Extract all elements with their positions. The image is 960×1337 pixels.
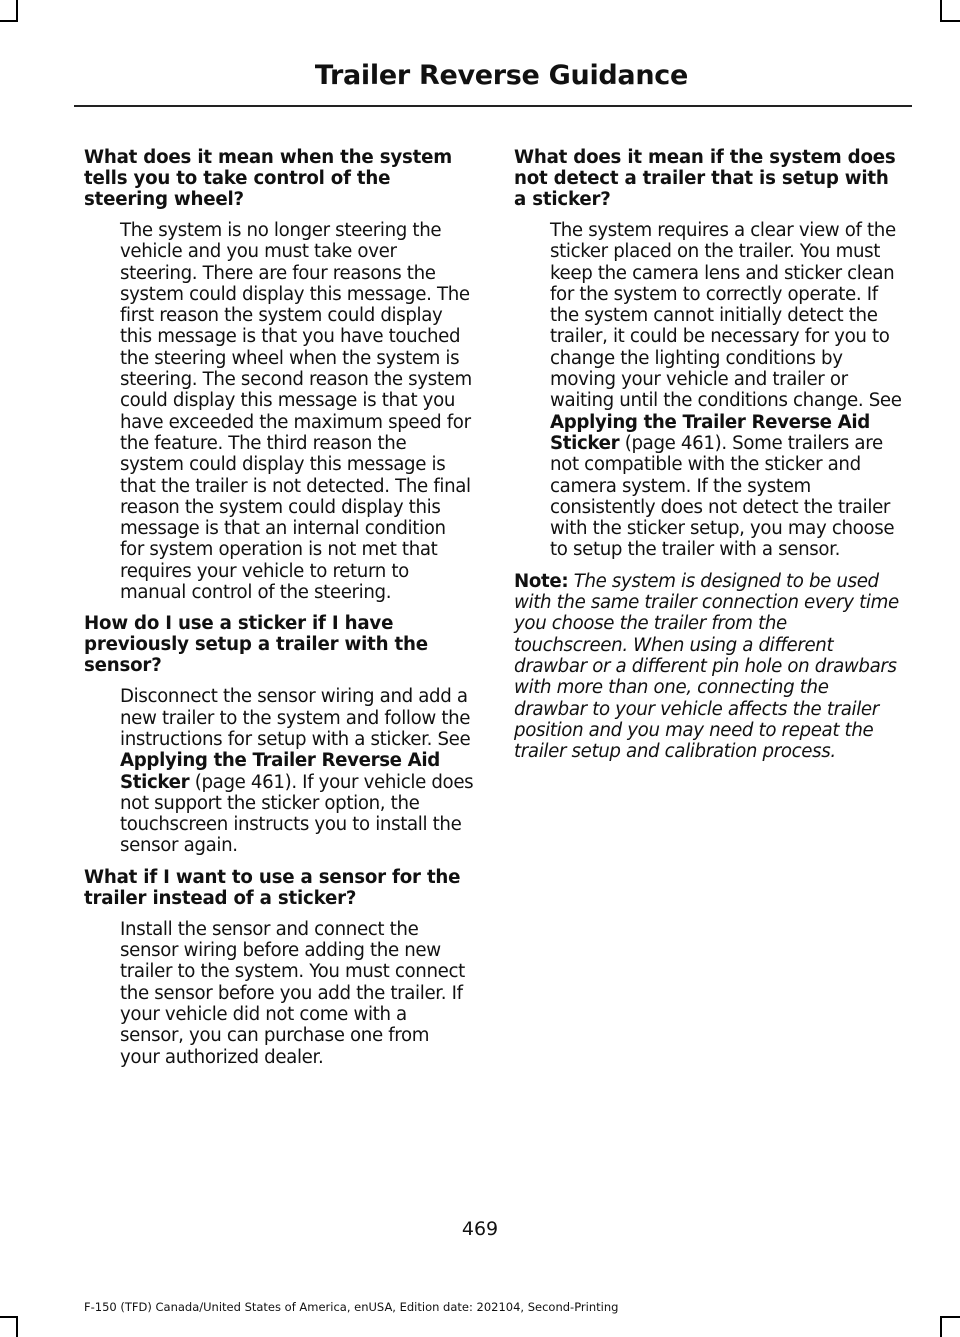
note-paragraph (514, 571, 906, 763)
note-label: Note: (514, 570, 569, 592)
crop-mark (16, 1316, 18, 1337)
answer-take-control: The system is no longer steering the vehicle and you must take over steering. There are four reasons the system could display this message. The first reason the system could display this message is that you have touched the steering wheel when the system is steering. The second reason the system could display this message is that you have exceeded the maximum speed for the feature. The third reason the system could display this message is that the trailer is not detected. The final reason the system could display this message is that an internal condition for system operation is not met that requires your vehicle to return to manual control of the steering. (120, 220, 472, 604)
header-divider (74, 105, 912, 107)
crop-mark (0, 20, 18, 22)
left-column (84, 147, 474, 1078)
question-take-control: What does it mean when the system tells you to take control of the steering wheel? (84, 147, 452, 210)
page-number: 469 (461, 1218, 499, 1240)
crop-mark (940, 1316, 942, 1337)
cross-reference-link[interactable]: Applying the Trailer Reverse Aid Sticker (550, 411, 870, 454)
page-title: Trailer Reverse Guidance (314, 60, 688, 91)
answer-use-sticker: Disconnect the sensor wiring and add a new trailer to the system and follow the instructions for setup with a sticker. See Applying the Trailer Reverse Aid Sticker (page 461). If your vehicle does not support the sticker option, the touchscreen instructs you to install the sensor again. (120, 686, 474, 857)
answer-not-detect: The system requires a clear view of the sticker placed on the trailer. You must keep the camera lens and sticker clean for the system to correctly operate. If the system cannot initially detect the trailer, it could be necessary for you to change the lighting conditions by moving your vehicle and trailer or waiting until the conditions change. See Applying the Trailer Reverse Aid Sticker (page 461). Some trailers are not compatible with the sticker and camera system. If the system consistently does not detect the trailer with the sticker setup, you may choose to setup the trailer with a sensor. (550, 220, 902, 561)
crop-mark (940, 0, 942, 22)
answer-use-sensor: Install the sensor and connect the sensor wiring before adding the new trailer to the system. You must connect the sensor before you add the trailer. If your vehicle did not come with a sensor, you can purchase one from your authorized dealer. (120, 918, 465, 1068)
crop-mark (942, 20, 960, 22)
question-use-sensor: What if I want to use a sensor for the trailer instead of a sticker? (84, 866, 461, 909)
crop-mark (16, 0, 18, 22)
cross-reference-link[interactable]: Applying the Trailer Reverse Aid Sticker (120, 750, 440, 793)
question-use-sticker: How do I use a sticker if I have previously setup a trailer with the sensor? (84, 613, 428, 677)
crop-mark (942, 1316, 960, 1318)
question-not-detect: What does it mean if the system does not detect a trailer that is setup with a sticker? (514, 147, 896, 210)
note-text: The system is designed to be used with the same trailer connection every time you choose the trailer from the touchscreen. When using a different drawbar or a different pin hole on drawbars with more than one, connecting the drawbar to your vehicle affects the trailer position and you may need to repeat the trailer setup and calibration process. (514, 570, 899, 763)
crop-mark (0, 1316, 18, 1318)
footer-edition: F-150 (TFD) Canada/United States of America, enUSA, Edition date: 202104, Second-Printing (84, 1300, 619, 1314)
right-column (514, 147, 906, 762)
